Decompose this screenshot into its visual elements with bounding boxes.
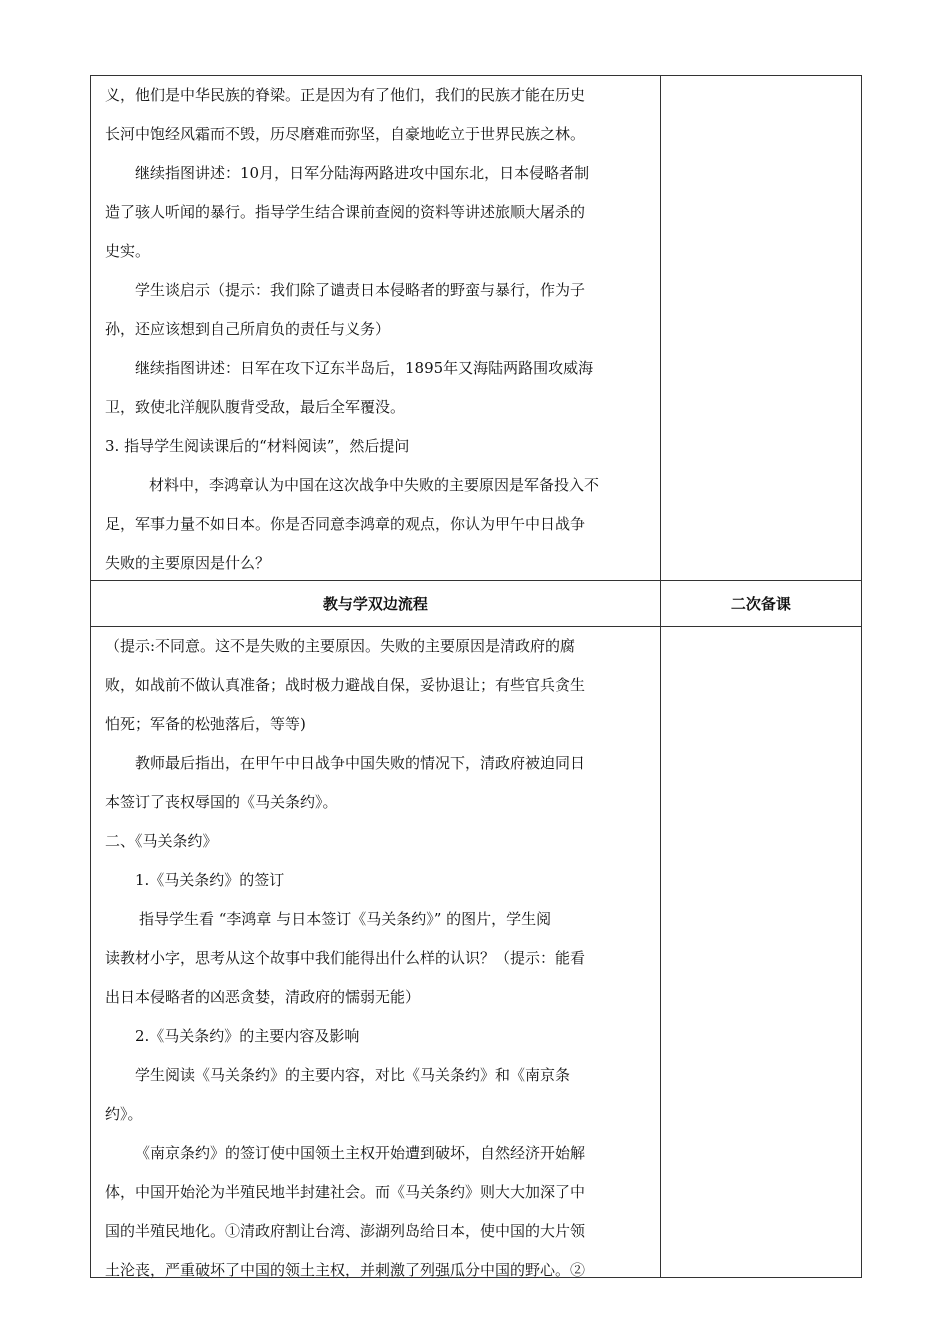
section-heading: 二、《马关条约》 [105, 832, 218, 850]
text-line: 体，中国开始沦为半殖民地半封建社会。而《马关条约》则大大加深了中 [105, 1183, 586, 1201]
header-row [91, 581, 862, 627]
text-line: 继续指图讲述：日军在攻下辽东半岛后，1895年又海陆两路围攻威海 [135, 359, 594, 377]
text-line: 孙，还应该想到自己所肩负的责任与义务） [105, 320, 391, 338]
text-line: 读教材小字，思考从这个故事中我们能得出什么样的认识？（提示：能看 [105, 949, 586, 967]
bottom-main-cell [91, 627, 661, 1278]
bottom-content-row [91, 627, 862, 1278]
text-line: 3. 指导学生阅读课后的“材料阅读”，然后提问 [105, 437, 410, 455]
top-main-cell [91, 76, 661, 581]
subsection-heading: 1.《马关条约》的签订 [135, 871, 285, 889]
text-line: 出日本侵略者的凶恶贪婪，清政府的懦弱无能） [105, 988, 421, 1006]
text-line: 长河中饱经风霜而不毁，历尽磨难而弥坚，自豪地屹立于世界民族之林。 [105, 125, 586, 143]
text-line: 材料中，李鸿章认为中国在这次战争中失败的主要原因是军备投入不 [149, 476, 600, 494]
text-line: 学生阅读《马关条约》的主要内容，对比《马关条约》和《南京条 [135, 1066, 571, 1084]
text-line: 学生谈启示（提示：我们除了谴责日本侵略者的野蛮与暴行，作为子 [135, 281, 586, 299]
text-line: 足，军事力量不如日本。你是否同意李鸿章的观点，你认为甲午中日战争 [105, 515, 586, 533]
text-line: 败，如战前不做认真准备；战时极力避战自保，妥协退让；有些官兵贪生 [105, 676, 586, 694]
text-line: 继续指图讲述：10月，日军分陆海两路进攻中国东北，日本侵略者制 [135, 164, 590, 182]
text-line: 失败的主要原因是什么？ [105, 554, 271, 572]
text-line: 教师最后指出，在甲午中日战争中国失败的情况下，清政府被迫同日 [135, 754, 586, 772]
text-line: 史实。 [105, 242, 151, 260]
text-line: 怕死；军备的松弛落后，等等) [105, 715, 306, 733]
header-side: 二次备课 [660, 581, 861, 627]
text-line: 义，他们是中华民族的脊梁。正是因为有了他们，我们的民族才能在历史 [105, 86, 586, 104]
text-line: 国的半殖民地化。①清政府割让台湾、澎湖列岛给日本，使中国的大片领 [105, 1222, 586, 1240]
text-line: （提示:不同意。这不是失败的主要原因。失败的主要原因是清政府的腐 [105, 637, 576, 655]
subsection-heading: 2.《马关条约》的主要内容及影响 [135, 1027, 360, 1045]
text-line: 指导学生看 “李鸿章 与日本签订《马关条约》” 的图片，学生阅 [139, 910, 552, 928]
text-line: 卫，致使北洋舰队腹背受敌，最后全军覆没。 [105, 398, 406, 416]
lesson-plan-table [90, 75, 862, 1278]
text-line: 约》。 [105, 1105, 143, 1123]
top-side-cell [660, 76, 861, 581]
text-line: 土沦丧，严重破坏了中国的领土主权，并刺激了列强瓜分中国的野心。② [105, 1261, 586, 1279]
top-content-row [91, 76, 862, 581]
text-line: 造了骇人听闻的暴行。指导学生结合课前查阅的资料等讲述旅顺大屠杀的 [105, 203, 586, 221]
text-line: 本签订了丧权辱国的《马关条约》。 [105, 793, 338, 811]
header-main: 教与学双边流程 [91, 581, 661, 627]
text-line: 《南京条约》的签订使中国领土主权开始遭到破坏，自然经济开始解 [135, 1144, 586, 1162]
bottom-side-cell [660, 627, 861, 1278]
